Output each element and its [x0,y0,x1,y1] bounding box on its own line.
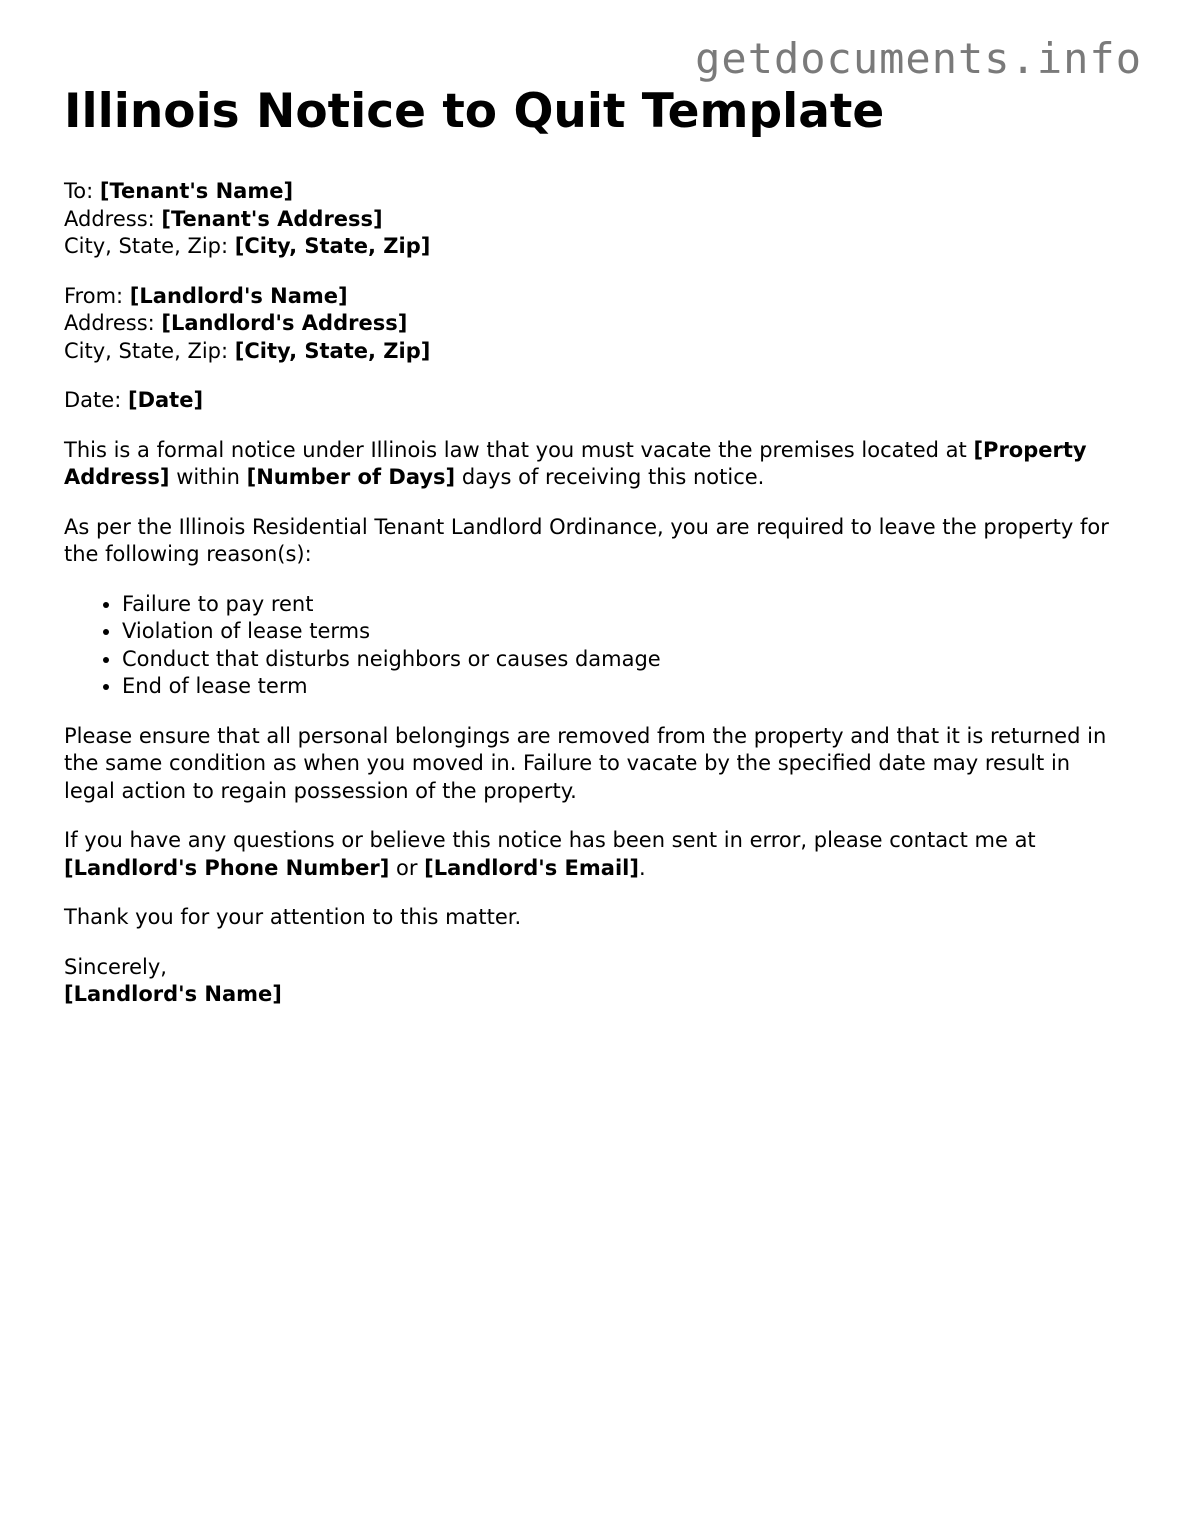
landlord-csz: [City, State, Zip] [234,338,431,363]
list-item: • End of lease term [122,673,1124,701]
tenant-address: [Tenant's Address] [161,206,383,231]
from-csz-label: City, State, Zip: [64,338,229,363]
list-item: • Failure to pay rent [122,591,1124,619]
to-block [64,178,1124,261]
date-line [64,387,1124,415]
landlord-address: [Landlord's Address] [161,311,408,335]
from-block [64,283,1124,366]
landlord-email: [Landlord's Email] [424,855,639,880]
notice-paragraph [64,437,1124,492]
contact-text-2: or [395,855,418,880]
document [64,84,1124,1031]
landlord-phone: [Landlord's Phone Number] [64,855,390,880]
to-address-label: Address: [64,206,155,231]
tenant-csz: [City, State, Zip] [234,234,431,258]
signature-name: [Landlord's Name] [64,982,282,1006]
date-label: Date: [64,388,122,412]
list-item: • Conduct that disturbs neighbors or causes damage [122,646,1124,674]
salutation: Sincerely, [64,954,167,979]
from-address-label: Address: [64,311,155,335]
notice-text-3: days of receiving this notice. [461,465,765,489]
date-value: [Date] [127,388,204,412]
belongings-paragraph: Please ensure that all personal belongings are removed from the property and that it is returned in the same condition as when you moved in. Failure to vacate by the specified date may result in legal action to regain possession of the property. [64,723,1107,803]
notice-text-2: within [176,465,240,489]
tenant-name: [Tenant's Name] [99,179,294,203]
thanks-line: Thank you for your attention to this matter. [64,905,522,929]
list-item: • Violation of lease terms [122,618,1124,646]
reasons-list [64,591,1124,701]
to-label: To: [64,179,94,203]
contact-text-1: If you have any questions or believe this notice has been sent in error, please contact me at [64,828,1036,852]
notice-text-1: This is a formal notice under Illinois law that you must vacate the premises located at [64,437,967,462]
number-of-days: [Number of Days] [246,465,456,489]
contact-paragraph [64,827,1124,882]
page-title: Illinois Notice to Quit Template [64,84,885,139]
closing-block [64,954,1124,1009]
watermark: getdocuments.info [695,34,1142,83]
from-label: From: [64,283,124,308]
property-address: [Property Address] [64,437,1087,489]
to-csz-label: City, State, Zip: [64,234,229,258]
landlord-name: [Landlord's Name] [129,283,348,308]
contact-text-3: . [638,855,646,880]
reasons-intro: As per the Illinois Residential Tenant Landlord Ordinance, you are required to leave the property for the following reason(s): [64,514,1109,566]
